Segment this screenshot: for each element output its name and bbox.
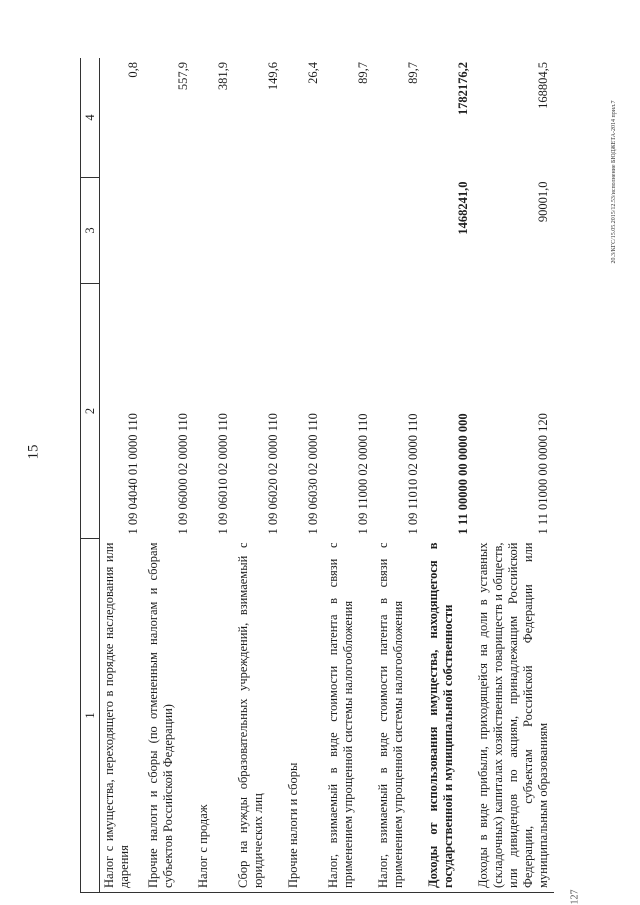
row-name-cell: Сбор на нужды образовательных учреждений, взимаемый с юридических лиц [234, 539, 284, 893]
row-plan-cell [100, 178, 144, 284]
table-row [144, 58, 194, 893]
row-name-cell: Доходы в виде прибыли, приходящейся на доли в уставных (складочных) капиталах хозяйственных товариществ и обществ, или дивидендов по акциям, принадлежащим Российской Федерации, субъектам Российской Федерации или муниципальным образованиям [474, 539, 554, 893]
corner-page-number: 127 [569, 889, 581, 905]
row-name-cell: Налог, взимаемый в виде стоимости патента в связи с применением упрощенной системы налогообложения [324, 539, 374, 893]
row-plan-cell [234, 178, 284, 284]
row-plan-cell [194, 178, 234, 284]
row-plan-cell [374, 178, 424, 284]
budget-table-body [81, 58, 554, 893]
row-fact-cell: 89,7 [324, 58, 374, 178]
table-row [474, 58, 554, 893]
row-plan-cell: 1468241,0 [455, 181, 470, 235]
rotated-page-area [80, 58, 605, 893]
table-row [100, 58, 144, 893]
header-col-2: 2 [81, 284, 100, 539]
table-header-row [81, 58, 100, 893]
row-code-cell: 1 09 06000 02 0000 110 [175, 413, 190, 535]
row-code-cell: 1 09 06010 02 0000 110 [215, 413, 230, 535]
table-row [284, 58, 324, 893]
row-fact-cell: 149,6 [234, 58, 284, 178]
row-code-cell: 1 11 00000 00 0000 000 [455, 413, 470, 535]
row-code-cell: 1 09 11010 02 0000 110 [405, 413, 420, 535]
row-fact-cell: 26,4 [284, 58, 324, 178]
row-fact-cell: 89,7 [374, 58, 424, 178]
row-code-cell: 1 11 01000 00 0000 120 [535, 413, 550, 535]
row-name-cell: Доходы от использования имущества, находящегося в государственной и муниципальной собственности [424, 539, 474, 893]
row-plan-cell [324, 178, 374, 284]
row-fact-cell: 557,9 [144, 58, 194, 178]
row-name-cell: Прочие налоги и сборы [284, 539, 324, 893]
table-row [194, 58, 234, 893]
row-name-cell: Налог с продаж [194, 539, 234, 893]
row-code-cell: 1 09 04040 01 0000 110 [125, 413, 140, 535]
header-col-3: 3 [81, 178, 100, 284]
table-row [424, 58, 474, 893]
row-code-cell: 1 09 11000 02 0000 110 [355, 413, 370, 535]
budget-table [80, 58, 554, 893]
page-number: 15 [25, 444, 42, 460]
row-code-cell: 1 09 06030 02 0000 110 [305, 413, 320, 535]
row-code-cell: 1 09 06020 02 0000 110 [265, 413, 280, 535]
table-row [324, 58, 374, 893]
row-name-cell: Налог, взимаемый в виде стоимости патента в связи с применением упрощенной системы налогообложения [374, 539, 424, 893]
header-col-1: 1 [81, 539, 100, 893]
rotated-table-container [80, 58, 605, 893]
row-fact-cell: 168804,5 [474, 58, 554, 178]
row-fact-cell: 381,9 [194, 58, 234, 178]
header-col-4: 4 [81, 58, 100, 178]
table-row [374, 58, 424, 893]
row-fact-cell: 0,8 [100, 58, 144, 178]
document-footer-code: 20.3/КГС/15.05.2015/12.53/исполнение БЮДЖЕТА-2014 прил.7 [611, 100, 617, 264]
row-plan-cell: 90001,0 [535, 181, 550, 223]
table-row [234, 58, 284, 893]
row-plan-cell [144, 178, 194, 284]
row-plan-cell [284, 178, 324, 284]
row-fact-cell: 1782176,2 [424, 58, 474, 178]
row-name-cell: Прочие налоги и сборы (по отмененным налогам и сборам субъектов Российской Федерации) [144, 539, 194, 893]
row-name-cell: Налог с имущества, переходящего в порядке наследования или дарения [100, 539, 144, 893]
